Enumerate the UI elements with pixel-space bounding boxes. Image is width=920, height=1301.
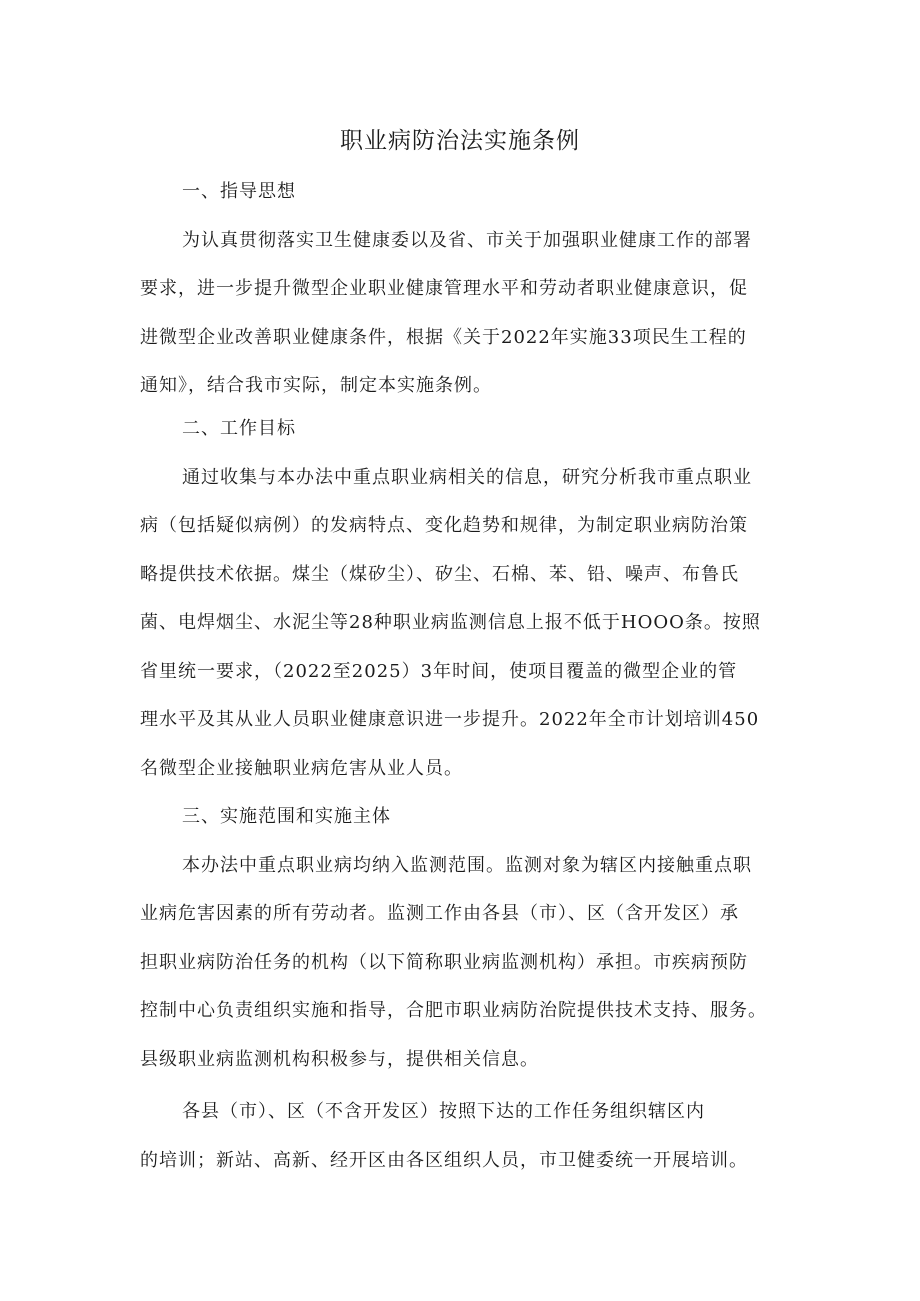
text-line: 业病危害因素的所有劳动者。监测工作由各县（市）、区（含开发区）承 — [140, 903, 739, 924]
text-line: 菌、电焊烟尘、水泥尘等28种职业病监测信息上报不低于HOOO条。按照 — [140, 612, 761, 633]
text-line: 病（包括疑似病例）的发病特点、变化趋势和规律，为制定职业病防治策 — [140, 515, 748, 536]
text-line: 控制中心负责组织实施和指导，合肥市职业病防治院提供技术支持、服务。 — [140, 1000, 767, 1021]
paragraph — [140, 842, 790, 1085]
text-line: 的培训；新站、高新、经开区由各区组织人员，市卫健委统一开展培训。 — [140, 1149, 748, 1171]
paragraph — [140, 217, 790, 411]
text-line: 略提供技术依据。煤尘（煤矽尘）、矽尘、石棉、苯、铅、噪声、布鲁氏 — [140, 563, 739, 585]
text-line: 为认真贯彻落实卫生健康委以及省、市关于加强职业健康工作的部署 — [182, 229, 752, 251]
document-title: 职业病防治法实施条例 — [340, 128, 580, 154]
text-line: 通知》，结合我市实际，制定本实施条例。 — [140, 375, 492, 396]
text-line: 省里统一要求，（2022至2025）3年时间，使项目覆盖的微型企业的管 — [140, 660, 738, 682]
paragraph — [140, 454, 790, 794]
text-line: 通过收集与本办法中重点职业病相关的信息，研究分析我市重点职业 — [182, 466, 752, 488]
text-line: 名微型企业接触职业病危害从业人员。 — [140, 757, 463, 779]
text-line: 担职业病防治任务的机构（以下简称职业病监测机构）承担。市疾病预防 — [140, 951, 748, 973]
text-line: 本办法中重点职业病均纳入监测范围。监测对象为辖区内接触重点职 — [182, 854, 752, 876]
text-line: 进微型企业改善职业健康条件，根据《关于2022年实施33项民生工程的 — [140, 326, 747, 348]
text-line: 要求，进一步提升微型企业职业健康管理水平和劳动者职业健康意识，促 — [140, 278, 748, 299]
section-heading: 三、实施范围和实施主体 — [182, 806, 391, 827]
section-work-goals — [140, 405, 790, 793]
section-heading: 二、工作目标 — [182, 418, 296, 439]
section-guiding-ideology — [140, 168, 790, 411]
section-heading: 一、指导思想 — [182, 181, 296, 202]
text-line: 各县（市）、区（不含开发区）按照下达的工作任务组织辖区内 — [182, 1101, 705, 1122]
text-line: 县级职业病监测机构积极参与，提供相关信息。 — [140, 1048, 539, 1070]
text-line: 理水平及其从业人员职业健康意识进一步提升。2022年全市计划培训450 — [140, 709, 760, 730]
paragraph — [140, 1088, 790, 1185]
section-scope-and-subjects — [140, 793, 790, 1185]
